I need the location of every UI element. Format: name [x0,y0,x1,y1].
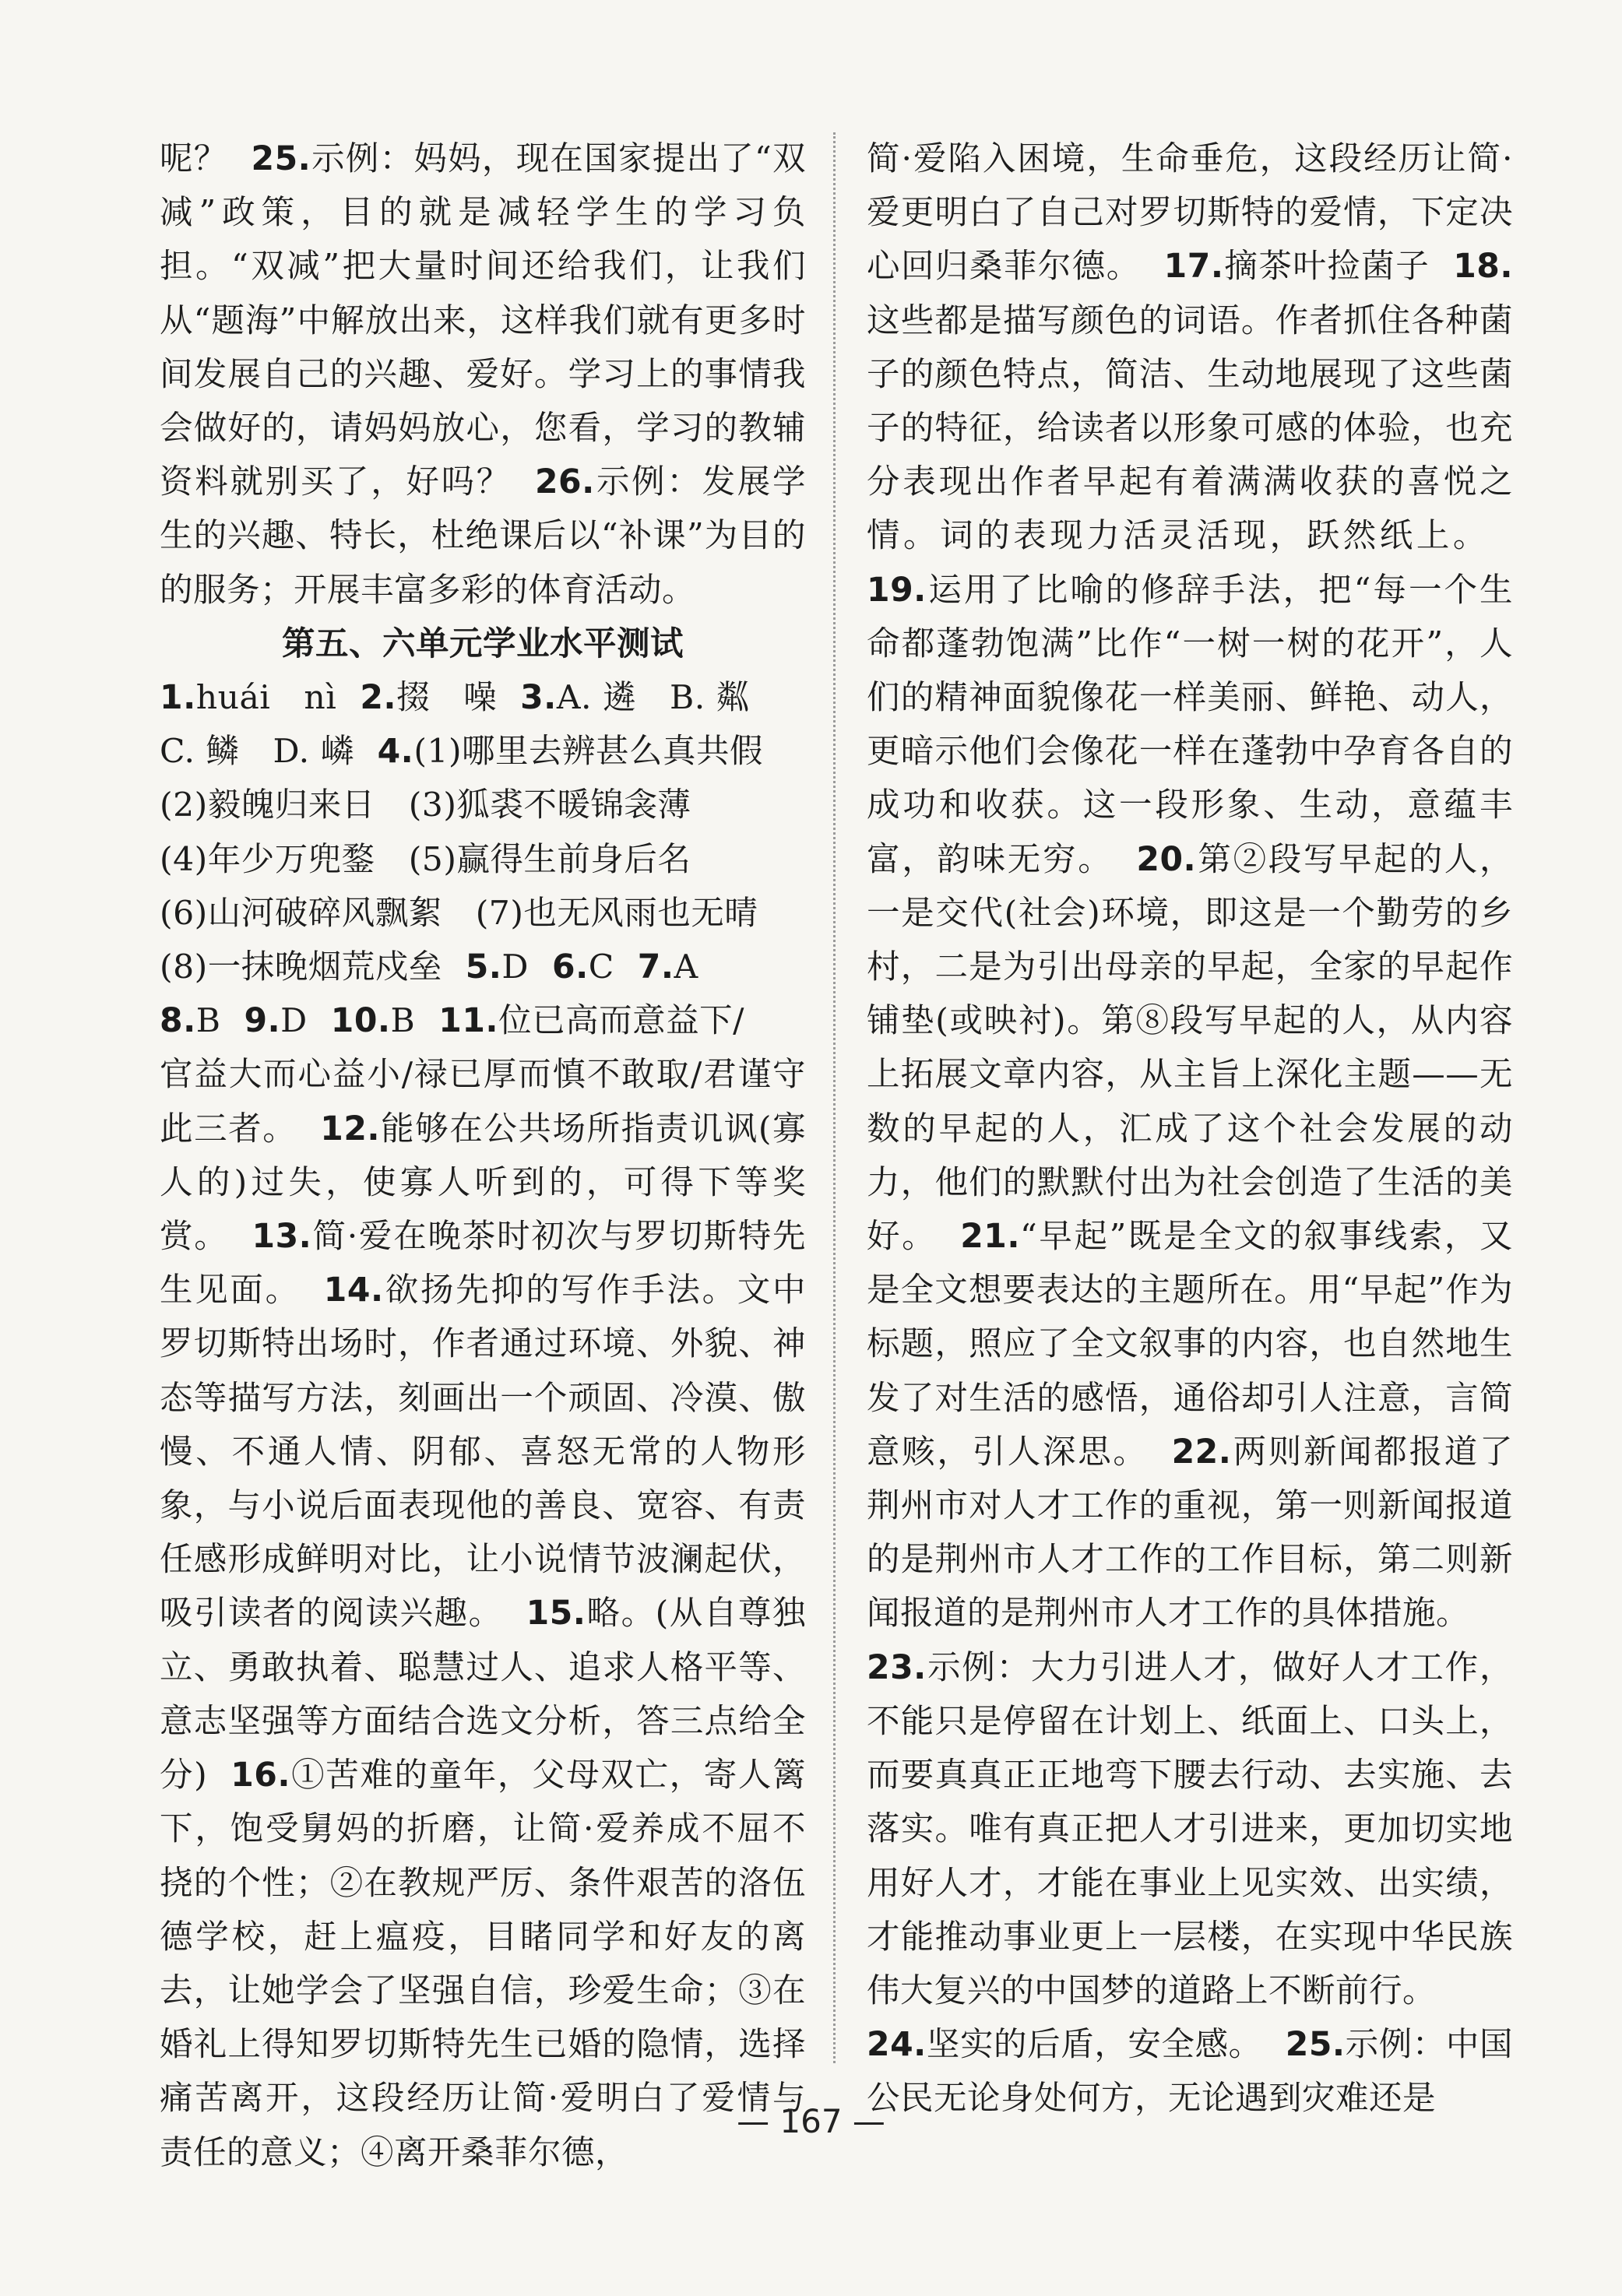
answer-text: 坚实的后盾，安全感。 [926,2026,1262,2065]
answer-line [160,833,806,887]
question-number: 6. [552,948,589,987]
answer-text: 官益大而心益小/禄已厚而慎不敢取/君谨守此三者。 [160,1056,806,1148]
question-number: 9. [244,1002,281,1041]
question-number: 23. [867,1648,927,1687]
answer-line [160,725,806,779]
answer-text: (1)哪里去辨甚么真共假 [413,733,764,772]
question-number: 8. [160,1002,196,1041]
answer-text: C [588,948,614,987]
answer-text: “早起”既是全文的叙事线索，又是全文想要表达的主题所在。用“早起”作为标题，照应了全文叙事的内容，也自然地生发了对生活的感悟，通俗却引人注意，言简意赅，引人深思。 [867,1218,1513,1471]
answer-text: A [674,948,698,987]
answer-text: 这些都是描写颜色的词语。作者抓住各种菌子的颜色特点，简洁、生动地展现了这些菌子的特征，给读者以形象可感的体验，也充分表现出作者早起有着满满收获的喜悦之情。词的表现力活灵活现，跃然纸上。 [867,301,1513,556]
question-number: 10. [330,1002,391,1041]
answer-text: 位已高而意益下/ [498,1002,744,1041]
answer-text: 简·爱在晚茶时初次与罗切斯特先生见面。 [160,1218,806,1310]
answer-text: 掇 噪 [396,679,498,718]
column-divider [833,132,836,2063]
right-paragraph-2 [867,1641,1513,2018]
answer-text: B [195,1002,221,1041]
answer-text: A. 遴 B. 粼 [556,679,750,718]
answer-line [160,994,806,1048]
answer-text: 欲扬先抑的写作手法。文中罗切斯特出场时，作者通过环境、外貌、神态等描写方法，刻画出一个顽固、冷漠、傲慢、不通人情、阴郁、喜怒无常的人物形象，与小说后面表现他的善良、宽容、有责任感形成鲜明对比，让小说情节波澜起伏，吸引读者的阅读兴趣。 [160,1271,806,1633]
question-number: 18. [1453,248,1513,287]
section-title: 第五、六单元学业水平测试 [281,624,684,663]
question-number: 20. [1136,840,1197,879]
question-number: 4. [377,733,414,772]
answer-text: D [280,1002,308,1041]
answer-text: (4)年少万兜鍪 (5)赢得生前身后名 [160,840,691,879]
answer-text: ①苦难的童年，父母双亡，寄人篱下，饱受舅妈的折磨，让简·爱养成不屈不挠的个性；②在教规严厉、条件艰苦的洛伍德学校，赶上瘟疫，目睹同学和好友的离去，让她学会了坚强自信，珍爱生命；③在婚礼上得知罗切斯特先生已婚的隐情，选择痛苦离开，这段经历让简·爱明白了爱情与责任的意义；④离开桑菲尔德， [160,1756,806,2172]
question-number: 17. [1163,248,1224,287]
answer-text: huái nì [195,679,337,718]
question-number: 24. [867,2026,927,2065]
page-number: — 167 — [737,2102,885,2140]
answer-text: 第②段写早起的人，一是交代(社会)环境，即这是一个勤劳的乡村，二是为引出母亲的早起，全家的早起作铺垫(或映衬)。第⑧段写早起的人，从内容上拓展文章内容，从主旨上深化主题——无数的早起的人，汇成了这个社会发展的动力，他们的默默付出为社会创造了生活的美好。 [867,840,1513,1257]
question-number: 26. [534,463,595,502]
answer-line [160,941,806,994]
answer-text: 呢？ [160,140,228,178]
answer-text: (6)山河破碎风飘絮 (7)也无风雨也无晴 [160,894,758,933]
question-number: 7. [637,948,674,987]
answer-line [160,887,806,941]
question-number: 3. [520,679,557,718]
answer-text: D [501,948,529,987]
answer-text: 能够在公共场所指责讥讽(寡人的)过失，使寡人听到的，可得下等奖赏。 [160,1109,806,1257]
right-column [867,132,1513,2126]
right-paragraph-1 [867,132,1513,1641]
question-number: 15. [526,1595,586,1633]
left-column [160,132,806,2180]
answer-line [160,671,806,725]
left-paragraph-1 [160,132,806,617]
question-number: 13. [252,1218,312,1257]
question-number: 21. [960,1218,1021,1257]
answer-line [160,779,806,832]
answer-text: 运用了比喻的修辞手法，把“每一个生命都蓬勃饱满”比作“一树一树的花开”，人们的精神面貌像花一样美丽、鲜艳、动人，更暗示他们会像花一样在蓬勃中孕育各自的成功和收获。这一段形象、生动，意蕴丰富，韵味无穷。 [867,571,1513,879]
answer-text: (2)毅魄归来日 (3)狐裘不暖锦衾薄 [160,786,691,825]
answer-text: C. 鳞 D. 嶙 [160,733,354,772]
answer-text: 简·爱陷入困境，生命垂危，这段经历让简·爱更明白了自己对罗切斯特的爱情，下定决心回归桑菲尔德。 [867,140,1513,287]
answer-text: 略。(从自尊独立、勇敢执着、聪慧过人、追求人格平等、意志坚强等方面结合选文分析，答三点给全分) [160,1595,806,1795]
question-number: 22. [1171,1433,1232,1471]
question-number: 12. [320,1109,381,1148]
question-number: 25. [251,140,311,178]
answer-text: 示例：发展学生的兴趣、特长，杜绝课后以“补课”为目的的服务；开展丰富多彩的体育活动。 [160,463,806,610]
question-number: 11. [438,1002,499,1041]
answer-text: 示例：大力引进人才，做好人才工作，不能只是停留在计划上、纸面上、口头上，而要真真正正地弯下腰去行动、去实施、去落实。唯有真正把人才引进来，更加切实地用好人才，才能在事业上见实效、出实绩，才能推动事业更上一层楼，在实现中华民族伟大复兴的中国梦的道路上不断前行。 [867,1648,1513,2010]
answer-text: B [390,1002,416,1041]
question-number: 16. [230,1756,291,1795]
answer-text: (8)一抹晚烟荒戍垒 [160,948,442,987]
answer-text: 两则新闻都报道了荆州市对人才工作的重视，第一则新闻报道的是荆州市人才工作的工作目标，第二则新闻报道的是荆州市人才工作的具体措施。 [867,1433,1513,1633]
answer-text: 示例：妈妈，现在国家提出了“双减”政策，目的就是减轻学生的学习负担。“双减”把大量时间还给我们，让我们从“题海”中解放出来，这样我们就有更多时间发展自己的兴趣、爱好。学习上的事情我会做好的，请妈妈放心，您看，学习的教辅资料就别买了，好吗？ [160,140,806,502]
question-number: 19. [867,571,927,610]
question-number: 5. [465,948,502,987]
question-number: 1. [160,679,196,718]
answer-text: 摘茶叶捡菌子 [1223,248,1430,287]
left-paragraph-2 [160,1048,806,2179]
left-answer-lines [160,671,806,1048]
question-number: 14. [323,1271,384,1310]
answer-text: 示例：中国公民无论身处何方，无论遇到灾难还是 [867,2026,1513,2118]
question-number: 25. [1285,2026,1346,2065]
question-number: 2. [360,679,397,718]
